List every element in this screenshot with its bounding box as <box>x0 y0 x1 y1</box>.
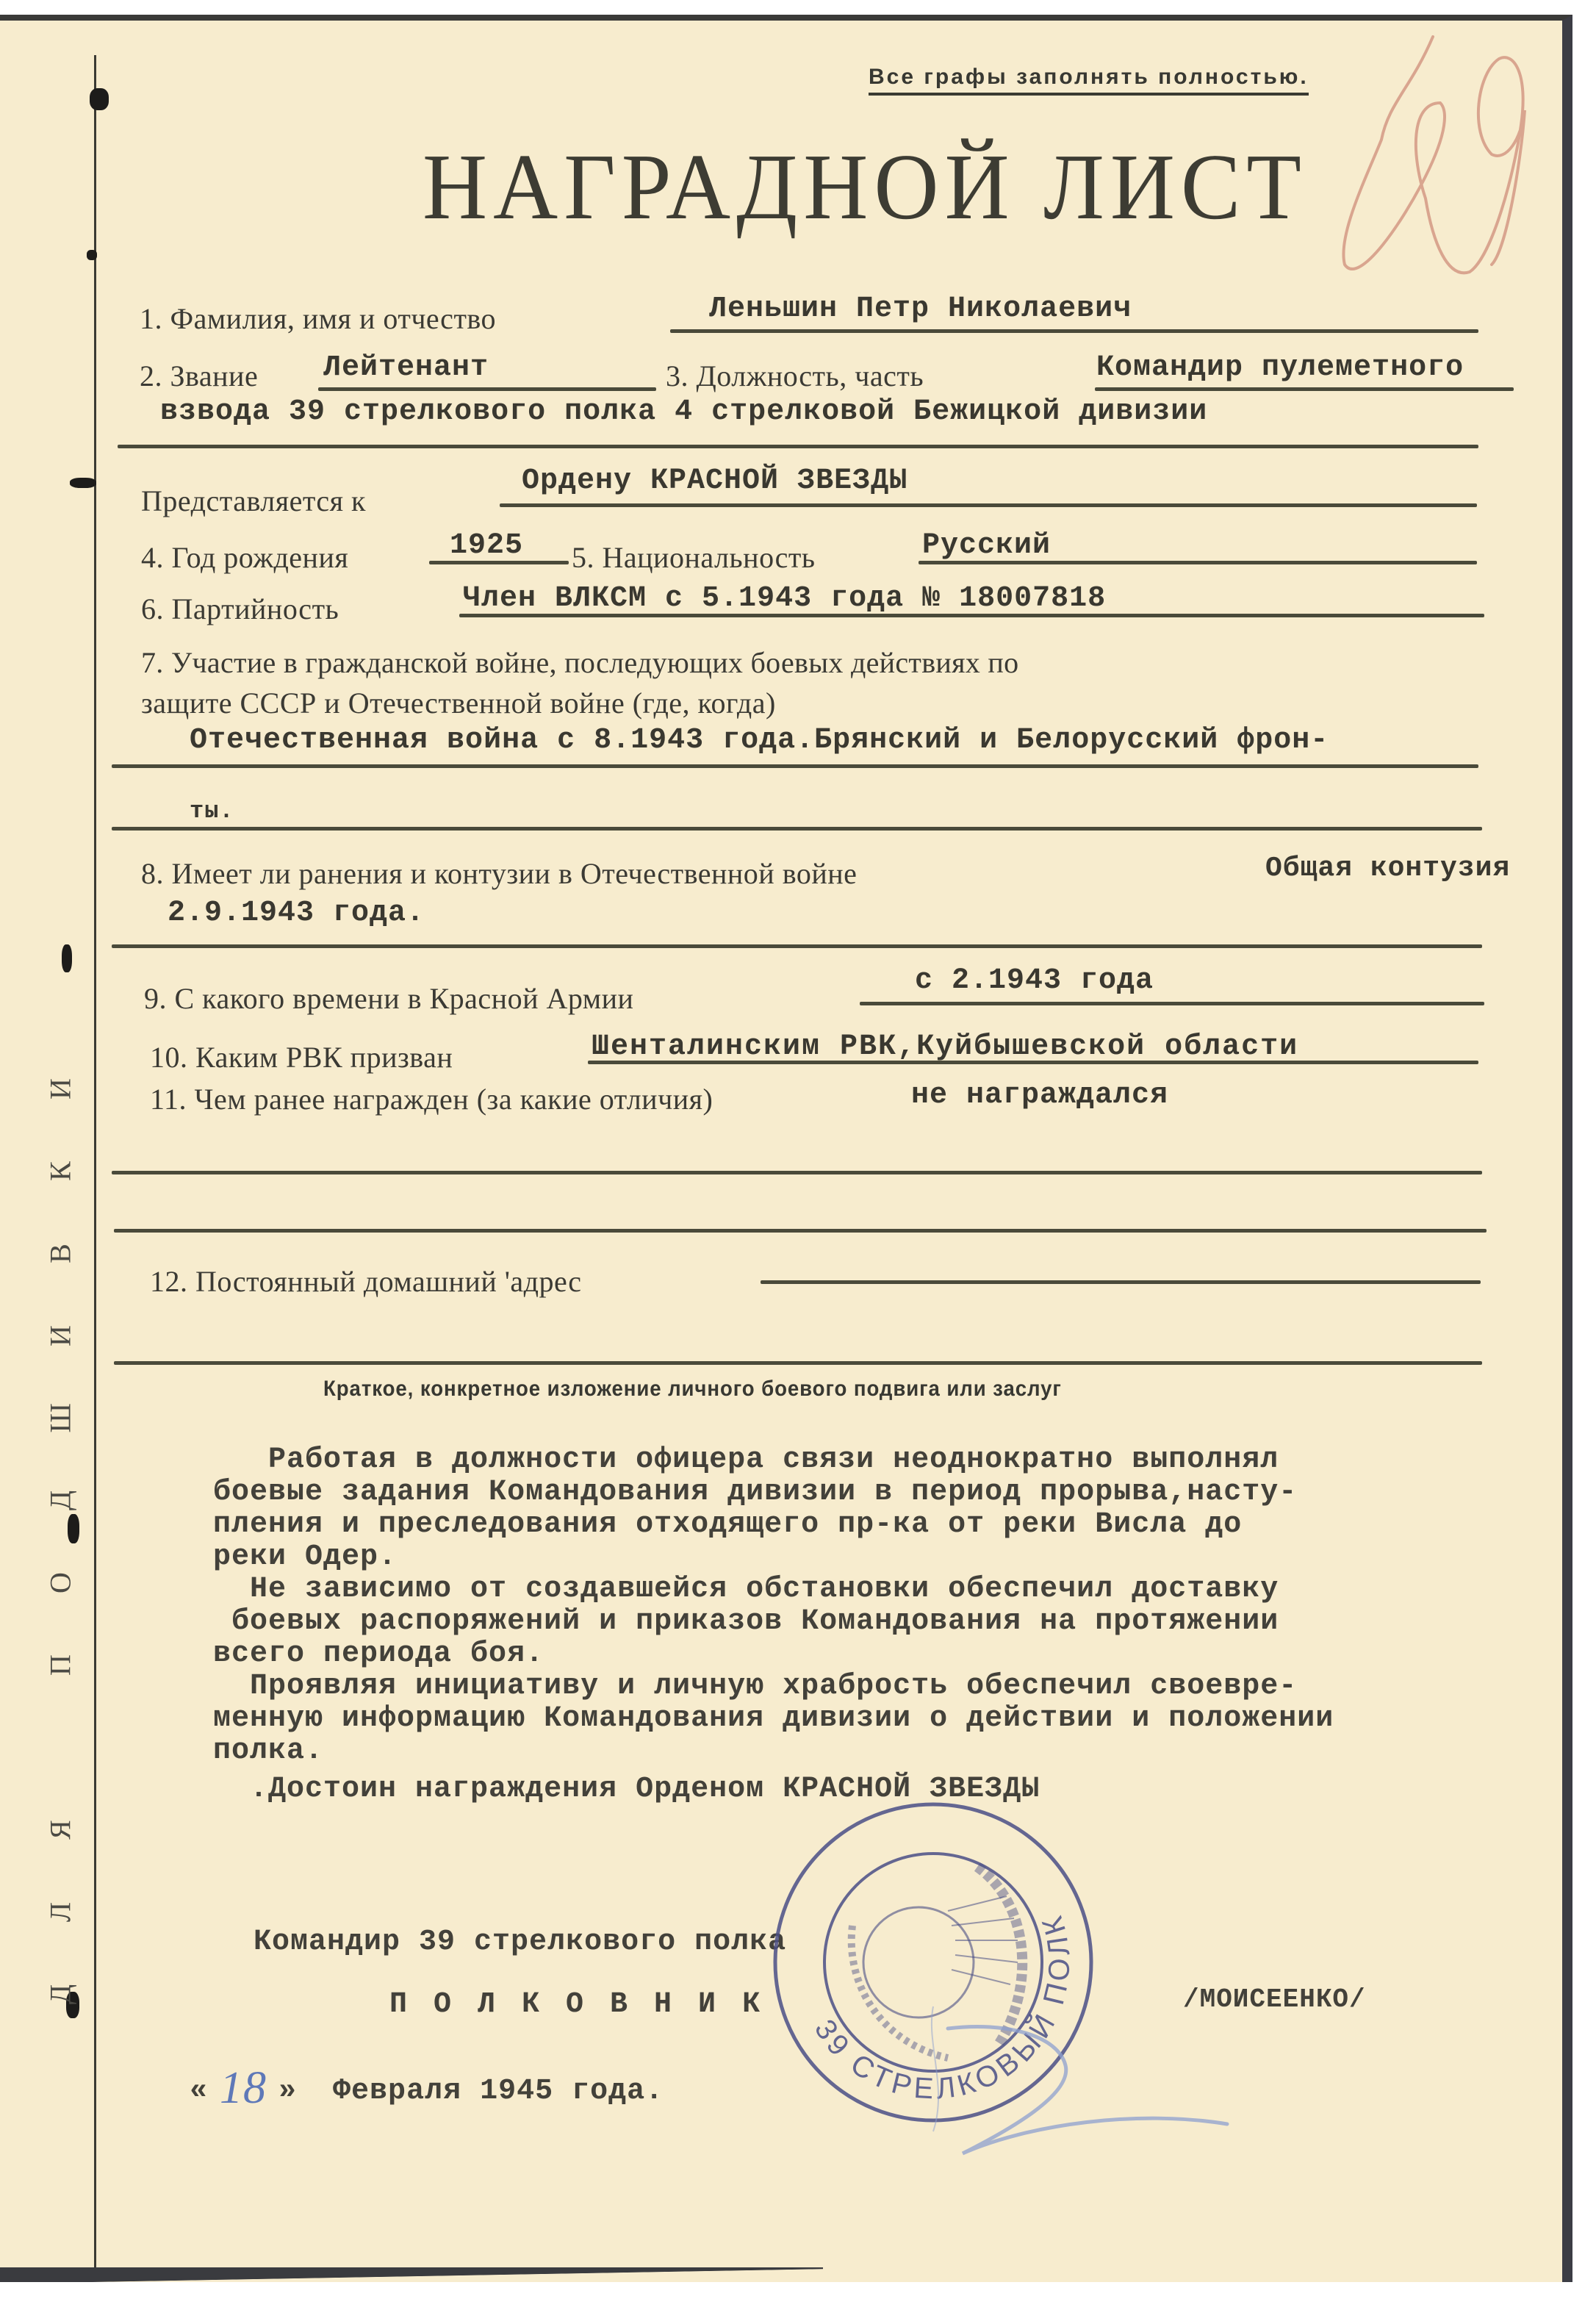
field-7-value-line1[interactable]: Отечественная война с 8.1943 года.Брянский и Белорусский фрон- <box>190 724 1329 757</box>
narrative-line: Проявляя инициативу и личную храбрость обеспечил своевре- <box>213 1670 1298 1703</box>
field-2-label: 2. Звание <box>140 359 259 392</box>
field-5-label: 5. Национальность <box>572 541 816 574</box>
commander-rank: П О Л К О В Н И К <box>389 1988 765 2021</box>
binding-hole <box>68 1514 79 1543</box>
narrative-line: .Достоин награждения Орденом КРАСНОЙ ЗВЕЗДЫ <box>213 1773 1040 1806</box>
field-3-value-line2[interactable]: взвода 39 стрелкового полка 4 стрелковой Бежицкой дивизии <box>160 395 1208 428</box>
stamp-emblem-rays <box>948 1896 1018 1984</box>
binding-hole <box>62 944 72 972</box>
date-line <box>190 2058 664 2113</box>
margin-letter: П <box>43 1654 77 1676</box>
presented-label: Представляется к <box>141 484 366 517</box>
field-9-label: 9. С какого времени в Красной Армии <box>144 982 634 1015</box>
field-8-value-line2[interactable]: 2.9.1943 года. <box>168 897 425 930</box>
quote-close: » <box>278 2075 298 2108</box>
binding-hole <box>87 250 97 260</box>
field-1-rule <box>670 329 1478 333</box>
binding-hole <box>90 88 109 110</box>
field-3-label: 3. Должность, часть <box>666 359 924 392</box>
field-1-value[interactable]: Леньшин Петр Николаевич <box>709 293 1132 326</box>
margin-letter: О <box>43 1572 77 1593</box>
margin-letter: Д <box>43 1490 77 1511</box>
field-1-label: 1. Фамилия, имя и отчество <box>140 302 497 335</box>
field-7-rule-1 <box>112 764 1478 768</box>
presented-rule <box>500 503 1477 507</box>
presented-value[interactable]: Ордену КРАСНОЙ ЗВЕЗДЫ <box>522 464 908 498</box>
date-rest: Февраля 1945 года. <box>333 2075 664 2108</box>
field-12-rule <box>761 1280 1481 1284</box>
binding-hole <box>70 478 96 488</box>
margin-letter: И <box>43 1078 77 1100</box>
field-9-value[interactable]: с 2.1943 года <box>915 964 1154 997</box>
narrative-text <box>213 1444 1334 1806</box>
field-10-label: 10. Каким РВК призван <box>150 1041 453 1074</box>
margin-letter: В <box>43 1244 77 1263</box>
margin-letter: К <box>43 1161 77 1181</box>
handwritten-sheet-number <box>1323 29 1558 279</box>
field-4-value[interactable]: 1925 <box>450 529 524 562</box>
narrative-line: полка. <box>213 1735 324 1768</box>
field-11-label: 11. Чем ранее награжден (за какие отличия) <box>150 1083 713 1116</box>
field-2-value[interactable]: Лейтенант <box>323 351 489 384</box>
date-day[interactable]: 18 <box>220 2063 267 2113</box>
narrative-line: Работая в должности офицера связи неоднократно выполнял <box>213 1443 1279 1477</box>
field-11-rule-2 <box>114 1229 1487 1233</box>
binding-margin-line <box>94 55 96 2267</box>
margin-letter: Ш <box>43 1403 77 1433</box>
field-10-value[interactable]: Шенталинским РВК,Куйбышевской области <box>592 1030 1299 1063</box>
commander-name: /МОИСЕЕНКО/ <box>1183 1984 1366 2015</box>
document-title: НАГРАДНОЙ ЛИСТ <box>423 134 1307 240</box>
quote-open: « <box>190 2075 209 2108</box>
field-7-label-line1: 7. Участие в гражданской войне, последующих боевых действиях по <box>141 646 1019 679</box>
narrative-line: всего периода боя. <box>213 1638 544 1671</box>
margin-letter: Л <box>43 1901 77 1923</box>
field-7-rule-2 <box>112 827 1482 831</box>
narrative-heading: Краткое, конкретное изложение личного боевого подвига или заслуг <box>323 1377 1062 1401</box>
field-12-rule-2 <box>114 1361 1482 1365</box>
field-5-value[interactable]: Русский <box>922 529 1052 562</box>
narrative-line: боевых распоряжений и приказов Командования на протяжении <box>213 1605 1279 1638</box>
field-9-rule <box>860 1002 1484 1005</box>
narrative-line: реки Одер. <box>213 1540 398 1574</box>
margin-letter: Д <box>43 1984 77 2005</box>
field-7-label-line2: защите СССР и Отечественной войне (где, когда) <box>141 686 776 720</box>
handwritten-signature <box>919 1984 1330 2168</box>
narrative-line: Не зависимо от создавшейся обстановки обеспечил доставку <box>213 1573 1279 1606</box>
margin-letter: И <box>43 1325 77 1346</box>
stamp-ring-text: 39 СТРЕЛКОВЫЙ ПОЛК <box>808 1908 1076 2106</box>
margin-letter: Я <box>43 1820 77 1840</box>
field-6-label: 6. Партийность <box>141 592 339 625</box>
instruction-note: Все графы заполнять полностью. <box>869 65 1309 96</box>
field-2-rule <box>318 387 656 391</box>
field-3-rule-2 <box>118 445 1478 448</box>
field-7-value-line2[interactable]: ты. <box>190 797 234 825</box>
field-4-label: 4. Год рождения <box>141 541 349 574</box>
field-3-value[interactable]: Командир пулеметного <box>1096 351 1464 384</box>
narrative-line: менную информацию Командования дивизии о действии и положении <box>213 1702 1334 1735</box>
commander-position: Командир 39 стрелкового полка <box>254 1926 787 1959</box>
field-11-rule-1 <box>112 1171 1482 1174</box>
field-11-value[interactable]: не награждался <box>911 1079 1169 1112</box>
field-8-rule <box>112 944 1482 948</box>
field-12-label: 12. Постоянный домашний 'адрес <box>150 1265 582 1298</box>
field-8-value[interactable]: Общая контузия <box>1265 853 1511 884</box>
narrative-line: пления и преследования отходящего пр-ка от реки Висла до <box>213 1508 1243 1541</box>
field-6-value[interactable]: Член ВЛКСМ с 5.1943 года № 18007818 <box>463 582 1107 615</box>
narrative-line: боевые задания Командования дивизии в период прорыва,насту- <box>213 1476 1298 1509</box>
scan-shadow <box>0 2267 823 2282</box>
field-3-rule <box>1095 387 1514 391</box>
field-8-label: 8. Имеет ли ранения и контузии в Отечественной войне <box>141 857 858 890</box>
